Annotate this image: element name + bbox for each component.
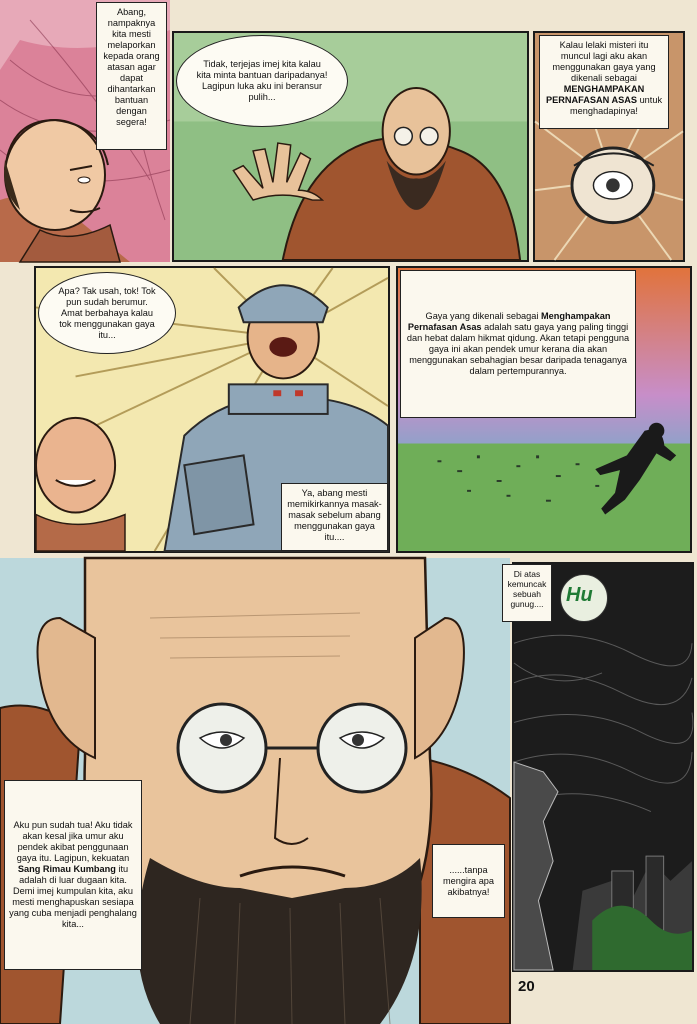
panel-4-caption: Ya, abang mesti memikirkannya masak-masak sebelum abang menggunakan gaya itu.... bbox=[281, 483, 388, 551]
panel-3-caption-end: untuk menghadapinya! bbox=[570, 95, 663, 116]
panel-5 bbox=[396, 266, 692, 553]
panel-6-caption-end: itu adalah di luar dugaan kita. Demi imej kumpulan kita, aku mesti menghapuskan sesiapa yang cuba menjadi penghalang kita... bbox=[9, 864, 137, 929]
panel-6-caption-2: ......tanpa mengira apa akibatnya! bbox=[432, 844, 505, 918]
panel-7-art bbox=[514, 564, 692, 970]
panel-5-caption-end: adalah satu gaya yang paling tinggi dan hebat dalam hikmat qidung. Akan tetapi pengguna gaya ini akan pendek umur kerana dia akan menggunakan sebahagian besar daripada tenaganya dalam pertempurannya. bbox=[406, 322, 630, 376]
panel-6-caption-body bbox=[9, 820, 137, 930]
panel-5-caption-body bbox=[405, 311, 631, 377]
panel-1 bbox=[0, 0, 170, 262]
panel-1-caption: Abang, nampaknya kita mesti melaporkan kepada orang atasan agar dapat dihantarkan bantuan dengan segera! bbox=[96, 2, 167, 150]
panel-3 bbox=[533, 31, 685, 262]
panel-2 bbox=[172, 31, 529, 262]
panel-5-caption-technique: Menghampakan Pernafasan Asas bbox=[407, 311, 611, 332]
page-number: 20 bbox=[518, 978, 535, 995]
panel-3-caption bbox=[539, 35, 669, 129]
panel-6-caption-name: Sang Rimau Kumbang bbox=[17, 864, 116, 874]
panel-5-caption bbox=[400, 270, 636, 418]
panel-7-caption: Di atas kemuncak sebuah gunug.... bbox=[502, 564, 552, 622]
panel-4-speech-bubble: Apa? Tak usah, tok! Tok pun sudah berumur. Amat berbahaya kalau tok menggunakan gaya itu... bbox=[38, 272, 176, 354]
panel-7 bbox=[507, 562, 694, 972]
panel-6-caption bbox=[4, 780, 142, 970]
hu-logo-text: Hu bbox=[566, 584, 593, 606]
panel-6-caption-text: Aku pun sudah tua! Aku tidak akan kesal jika umur aku pendek akibat penggunaan gaya itu. Lagipun, kekuatan bbox=[13, 820, 133, 863]
panel-3-caption-technique: MENGHAMPAKAN PERNAFASAN ASAS bbox=[545, 84, 645, 105]
panel-4 bbox=[34, 266, 390, 553]
panel-5-caption-text: Gaya yang dikenali sebagai bbox=[425, 311, 539, 321]
panel-6 bbox=[0, 558, 510, 1024]
panel-3-caption-text: Kalau lelaki misteri itu muncul lagi aku akan menggunakan gaya yang dikenali sebagai bbox=[552, 40, 656, 83]
panel-2-speech-bubble: Tidak, terjejas imej kita kalau kita minta bantuan daripadanya! Lagipun luka aku ini beransur pulih... bbox=[176, 35, 348, 127]
